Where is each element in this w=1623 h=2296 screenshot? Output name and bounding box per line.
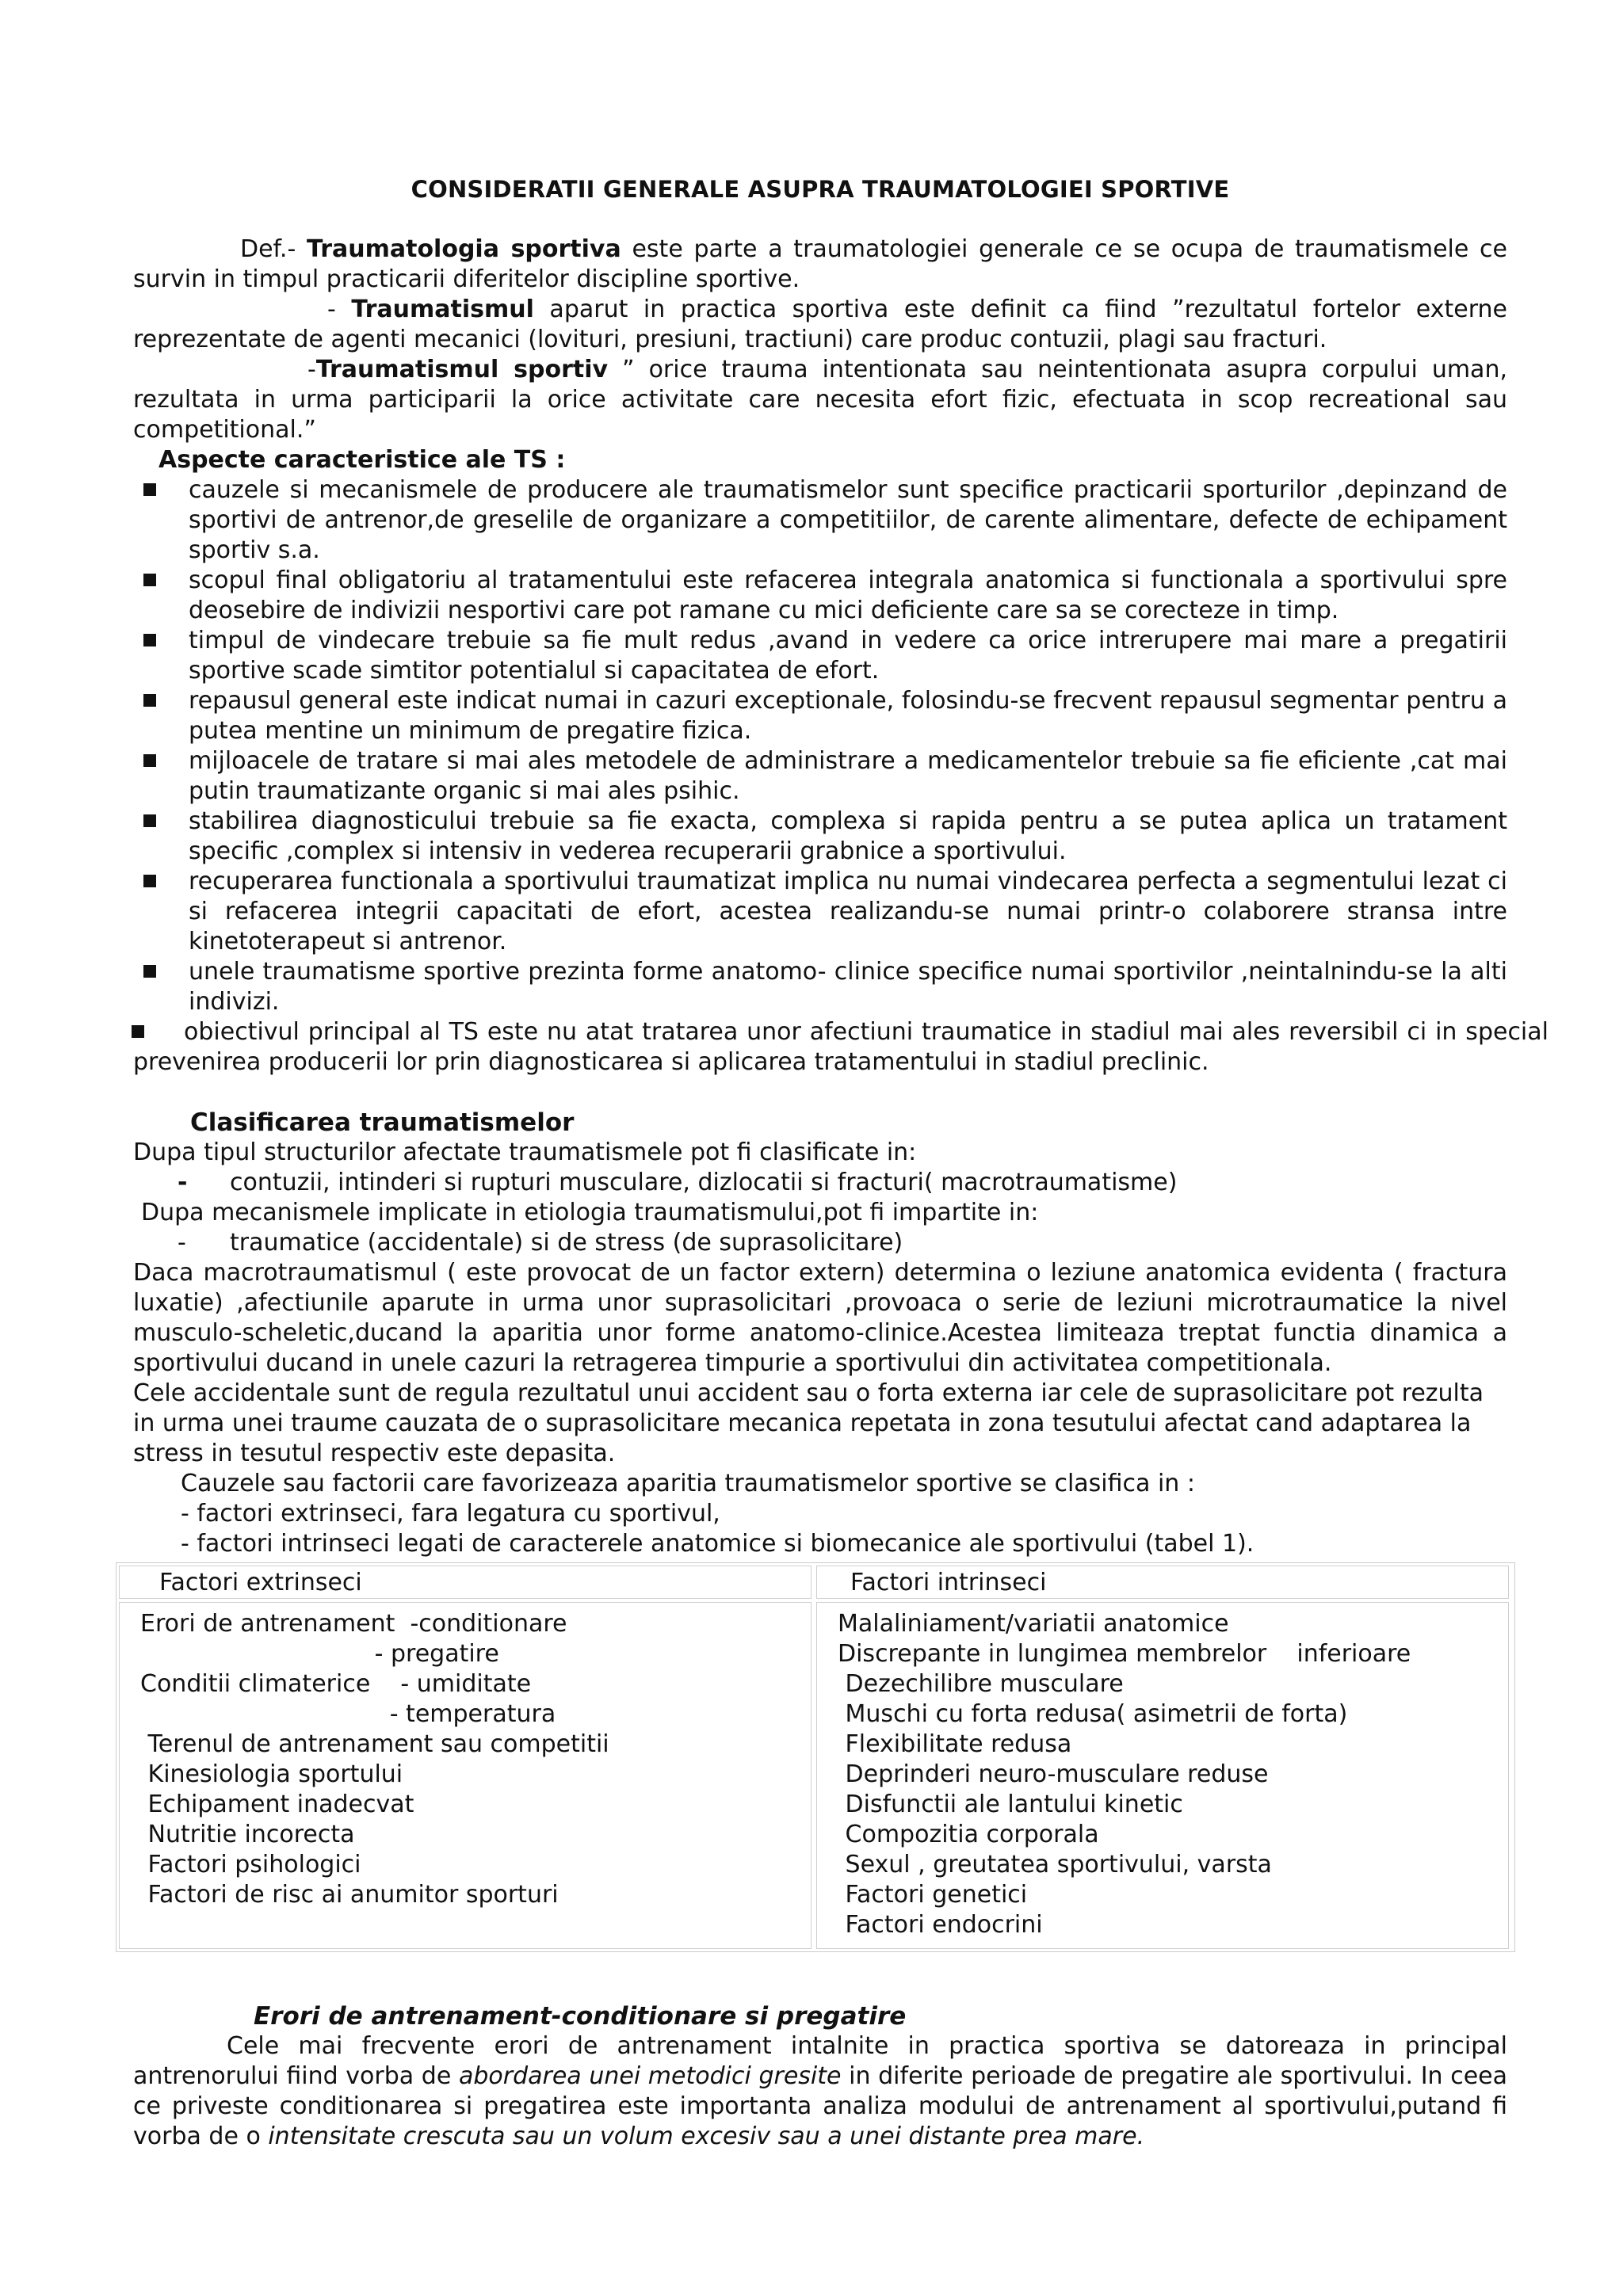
list-item-text: cauzele si mecanismele de producere ale traumatismelor sunt specifice practicarii sporturilor ,depinzand de sportivi de antrenor,de greselile de organizare a competitiilor, de carente alimentare, defecte de echipament sportiv s.a. <box>189 476 1507 564</box>
list-item-text: repausul general este indicat numai in cazuri exceptionale, folosindu-se frecvent repausul segmentar pentru a putea mentine un minimum de pregatire fizica. <box>189 687 1507 745</box>
square-bullet-icon <box>143 875 156 887</box>
list-item <box>133 626 1507 686</box>
table-row: - temperatura <box>140 1700 556 1728</box>
table-row: Kinesiologia sportului <box>140 1760 403 1788</box>
dash-bullet: - <box>178 1169 188 1196</box>
table-row: Factori endocrini <box>838 1911 1043 1939</box>
table-row: Erori de antrenament -conditionare <box>140 1610 567 1638</box>
list-item <box>133 957 1507 1017</box>
structure-item <box>133 1168 1507 1198</box>
document-title: CONSIDERATII GENERALE ASUPRA TRAUMATOLOGIEI SPORTIVE <box>411 176 1230 203</box>
table-row: Dezechilibre musculare <box>838 1670 1124 1698</box>
def-prefix: - <box>307 356 316 383</box>
aspects-heading: Aspecte caracteristice ale TS : <box>158 446 566 474</box>
document-page <box>133 174 1549 2152</box>
def-prefix: - <box>327 296 352 323</box>
list-item-text: recuperarea functionala a sportivului traumatizat implica nu numai vindecarea perfecta a segmentului lezat ci si refacerea integrii capacitati de efort, acestea realizandu-se numai printr-o colaborere stransa intre kinetoterapeut si antrenor. <box>189 868 1507 955</box>
classification-paragraph-2: Cele accidentale sunt de regula rezultatul unui accident sau o forta externa iar cele de suprasolicitare pot rezulta in urma unei traume cauzata de o suprasolicitare mecanica repetata in zona tesutului afectat cand adaptarea la stress in tesutul respectiv este depasita. <box>133 1379 1484 1467</box>
list-item <box>133 686 1507 746</box>
paragraph-emphasis: abordarea unei metodici gresite <box>458 2062 842 2090</box>
list-item-text: unele traumatisme sportive prezinta forme anatomo- clinice specifice numai sportivilor ,neintalnindu-se la alti indivizi. <box>189 958 1507 1016</box>
cause-extrinsic: - factori extrinseci, fara legatura cu sportivul, <box>181 1500 720 1527</box>
table-row: Factori psihologici <box>140 1851 361 1878</box>
def-term: Traumatismul sportiv <box>315 356 609 383</box>
list-item-text: stabilirea diagnosticului trebuie sa fie exacta, complexa si rapida pentru a se putea aplica un tratament specific ,complex si intensiv in vederea recuperarii grabnice a sportivului. <box>189 807 1507 865</box>
square-bullet-icon <box>143 694 156 707</box>
list-item-text: timpul de vindecare trebuie sa fie mult redus ,avand in vedere ca orice intrerupere mai mare a pregatirii sportive scade simtitor potentialul si capacitatea de efort. <box>189 627 1507 685</box>
paragraph-text: Cele mai frecvente erori de antrenament intalnite in practica sportiva se datoreaza in principal antrenorului fiind vorba de <box>133 2032 1507 2090</box>
table-cell-intrinsic <box>816 1602 1509 1949</box>
def-text: ” orice trauma intentionata sau neintentionata asupra corpului uman, rezultata in urma participarii la orice activitate care necesita efort fizic, efectuata in scop recreational sau competitional.” <box>133 356 1507 444</box>
list-item-text: mijloacele de tratare si mai ales metodele de administrare a medicamentelor trebuie sa fie eficiente ,cat mai putin traumatizante organic si mai ales psihic. <box>189 747 1507 805</box>
square-bullet-icon <box>143 634 156 646</box>
square-bullet-icon <box>143 965 156 978</box>
table-row: Conditii climaterice - umiditate <box>140 1670 532 1698</box>
table-row: Factori genetici <box>838 1881 1028 1909</box>
table-row: Nutritie incorecta <box>140 1821 355 1848</box>
paragraph-emphasis: intensitate crescuta sau un volum excesiv sau a unei distante prea mare. <box>268 2122 1145 2150</box>
list-item-text: scopul final obligatoriu al tratamentului este refacerea integrala anatomica si functionala a sportivului spre deosebire de indivizii nesportivi care pot ramane cu mici deficiente care sa se corecteze in timp. <box>189 566 1507 624</box>
square-bullet-icon <box>143 814 156 827</box>
table-row: Deprinderi neuro-musculare reduse <box>838 1760 1269 1788</box>
square-bullet-icon <box>143 754 156 767</box>
def-text: aparut in practica sportiva este definit ca fiind ”rezultatul fortelor externe reprezentate de agenti mecanici (lovituri, presiuni, tractiuni) care produc contuzii, plagi sau fracturi. <box>133 296 1507 353</box>
def-prefix: Def.- <box>240 235 307 263</box>
cause-intrinsic: - factori intrinseci legati de caracterele anatomice si biomecanice ale sportivului (tabel 1). <box>181 1530 1254 1558</box>
structure-item-text: contuzii, intinderi si rupturi musculare, dizlocatii si fracturi( macrotraumatisme) <box>230 1169 1178 1196</box>
training-errors-paragraph <box>133 2031 1507 2152</box>
classification-by-structure: Dupa tipul structurilor afectate traumatismele pot fi clasificate in: <box>133 1138 917 1166</box>
list-item <box>133 746 1507 807</box>
table-row: Muschi cu forta redusa( asimetrii de forta) <box>838 1700 1348 1728</box>
def-text: este parte a traumatologiei generale ce se ocupa de traumatismele ce survin in timpul practicarii diferitelor discipline sportive. <box>133 235 1507 293</box>
table-row: Factori de risc ai anumitor sporturi <box>140 1881 559 1909</box>
classification-paragraph-1: Daca macrotraumatismul ( este provocat de un factor extern) determina o leziune anatomica evidenta ( fractura luxatie) ,afectiunile aparute in urma unor suprasolicitari ,provoaca o serie de leziuni microtraumatice la nivel musculo-scheletic,ducand la aparitia unor forme anatomo-clinice.Acestea limiteaza treptat functia dinamica a sportivului ducand in unele cazuri la retragerea timpurie a sportivului din activitatea competitionala. <box>133 1259 1507 1377</box>
table-row: Echipament inadecvat <box>140 1791 414 1818</box>
classification-heading: Clasificarea traumatismelor <box>190 1108 575 1137</box>
def-term: Traumatismul <box>351 296 534 323</box>
mechanism-item-text: traumatice (accidentale) si de stress (de suprasolicitare) <box>230 1229 903 1257</box>
list-item <box>133 566 1507 626</box>
def-term: Traumatologia sportiva <box>307 235 621 263</box>
factors-table <box>116 1562 1515 1952</box>
table-row: Malaliniament/variatii anatomice <box>838 1610 1229 1638</box>
list-item <box>133 475 1507 566</box>
list-item <box>133 807 1507 867</box>
aspects-list <box>133 475 1507 1017</box>
definition-trauma <box>133 295 1507 355</box>
table-row: Compozitia corporala <box>838 1821 1099 1848</box>
aspects-last-item <box>133 1017 1549 1077</box>
table-row: Discrepante in lungimea membrelor inferioare <box>838 1640 1411 1668</box>
definition-sports-trauma <box>133 355 1507 445</box>
table-header-extrinsic: Factori extrinseci <box>119 1566 812 1599</box>
causes-intro: Cauzele sau factorii care favorizeaza aparitia traumatismelor sportive se clasifica in : <box>181 1470 1195 1497</box>
table-row: Sexul , greutatea sportivului, varsta <box>838 1851 1272 1878</box>
square-bullet-icon <box>143 483 156 496</box>
square-bullet-icon <box>132 1025 144 1038</box>
classification-by-mechanism: Dupa mecanismele implicate in etiologia traumatismului,pot fi impartite in: <box>141 1199 1039 1226</box>
dash-bullet: - <box>178 1229 186 1257</box>
table-row: - pregatire <box>140 1640 499 1668</box>
table-row: Disfunctii ale lantului kinetic <box>838 1791 1183 1818</box>
table-cell-extrinsic <box>119 1602 812 1949</box>
list-item-text: obiectivul principal al TS este nu atat tratarea unor afectiuni traumatice in stadiul mai ales reversibil ci in special prevenirea producerii lor prin diagnosticarea si aplicarea tratamentului in stadiul preclinic. <box>133 1018 1549 1076</box>
table-row: Flexibilitate redusa <box>838 1730 1072 1758</box>
mechanism-item <box>133 1228 1507 1258</box>
list-item <box>133 867 1507 957</box>
square-bullet-icon <box>143 574 156 586</box>
table-row: Terenul de antrenament sau competitii <box>140 1730 609 1758</box>
table-header-intrinsic: Factori intrinseci <box>816 1566 1509 1599</box>
definition-sports-traumatology <box>133 235 1507 295</box>
training-errors-heading: Erori de antrenament-conditionare si pregatire <box>254 2002 907 2031</box>
paragraph-text: in diferite perioade de pregatire ale sportivului. In ceea ce priveste conditionarea si pregatirea este importanta analiza modului de antrenament al sportivului,putand fi vorba de o <box>133 2062 1507 2150</box>
